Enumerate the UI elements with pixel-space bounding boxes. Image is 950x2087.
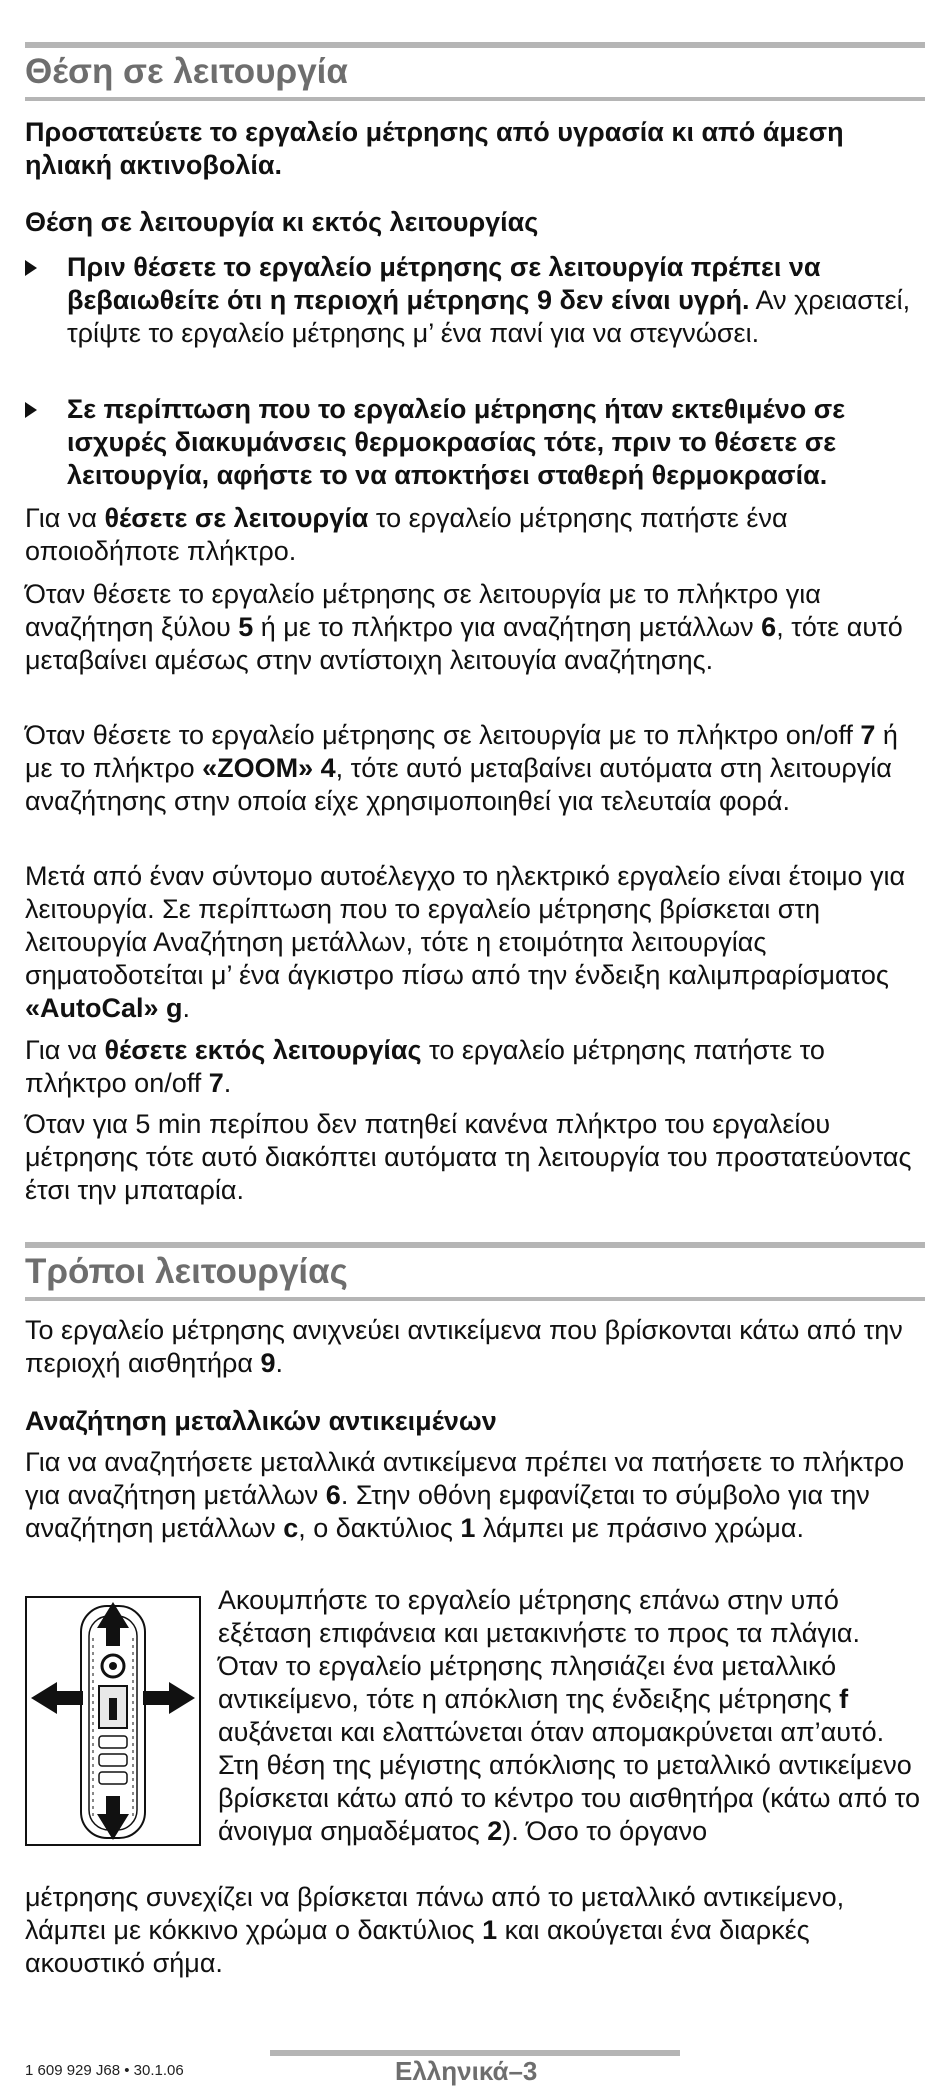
section-rule-top: [25, 42, 925, 48]
paragraph: Το εργαλείο μέτρησης ανιχνεύει αντικείμενα που βρίσκονται κάτω από την περιοχή αισθητήρα 9.: [25, 1315, 903, 1378]
paragraph: Για να θέσετε εκτός λειτουργίας το εργαλείο μέτρησης πατήστε το πλήκτρο on/off 7.: [25, 1035, 825, 1098]
paragraph: Για να αναζητήσετε μεταλλικά αντικείμενα πρέπει να πατήσετε το πλήκτρο για αναζήτηση μετάλλων 6. Στην οθόνη εμφανίζεται το σύμβολο για την αναζήτηση μετάλλων c, ο δακτύλιος 1 λάμπει με πράσινο χρώμα.: [25, 1447, 905, 1543]
paragraph: Όταν θέσετε το εργαλείο μέτρησης σε λειτουργία με το πλήκτρο on/off 7 ή με το πλήκτρο «ZOOM» 4, τότε αυτό μεταβαίνει αυτόματα στη λειτουργία αναζήτησης στην οποία είχε χρησιμοποιηθεί για τελευταία φορά.: [25, 720, 898, 816]
paragraph: Για να θέσετε σε λειτουργία το εργαλείο μέτρησης πατήστε ένα οποιοδήποτε πλήκτρο.: [25, 503, 788, 566]
footer-document-code: 1 609 929 J68 • 30.1.06: [25, 2062, 184, 2079]
footer-page-label: Ελληνικά–3: [395, 2056, 538, 2086]
section-rule-bottom: [25, 1297, 925, 1301]
bullet-triangle-icon: [25, 260, 37, 276]
section-title: Θέση σε λειτουργία: [25, 52, 348, 91]
paragraph: Όταν θέσετε το εργαλείο μέτρησης σε λειτουργία με το πλήκτρο για αναζήτηση ξύλου 5 ή με το πλήκτρο για αναζήτηση μετάλλων 6, τότε αυτό μεταβαίνει αμέσως στην αντίστοιχη λειτουγία αναζήτησης.: [25, 579, 903, 675]
subheading: Θέση σε λειτουργία κι εκτός λειτουργίας: [25, 207, 539, 237]
subheading: Αναζήτηση μεταλλικών αντικειμένων: [25, 1406, 497, 1436]
section-rule-bottom: [25, 97, 925, 101]
detector-movement-figure: [25, 1596, 201, 1846]
section-title: Τρόποι λειτουργίας: [25, 1252, 348, 1291]
bullet-text: Πριν θέσετε το εργαλείο μέτρησης σε λειτουργία πρέπει να βεβαιωθείτε ότι η περιοχή μέτρησης 9 δεν είναι υγρή. Αν χρειαστεί, τρίψτε το εργαλείο μέτρησης μ’ ένα πανί για να στεγνώσει.: [67, 252, 911, 348]
intro-warning: Προστατεύετε το εργαλείο μέτρησης από υγρασία κι από άμεση ηλιακή ακτινοβολία.: [25, 117, 844, 180]
detector-arrows-icon: [27, 1598, 199, 1844]
paragraph-wrapped: Ακουμπήστε το εργαλείο μέτρησης επάνω στην υπό εξέταση επιφάνεια και μετακινήστε το προς τα πλάγια. Όταν το εργαλείο μέτρησης πλησιάζει ένα μεταλλικό αντικείμενο, τότε η απόκλιση της ένδειξης μέτρησης f αυξάνεται και ελαττώνεται όταν απομακρύνεται απ’αυτό. Στη θέση της μέγιστης απόκλισης το μεταλλικό αντικείμενο βρίσκεται κάτω από το κέντρο του αισθητήρα (κάτω από το άνοιγμα σημαδέματος 2). Όσο το όργανο: [218, 1585, 920, 1846]
bullet-text: Σε περίπτωση που το εργαλείο μέτρησης ήταν εκτεθιμένο σε ισχυρές διακυμάνσεις θερμοκρασίας τότε, πριν το θέσετε σε λειτουργία, αφήστε το να αποκτήσει σταθερή θερμοκρασία.: [67, 394, 846, 490]
paragraph: μέτρησης συνεχίζει να βρίσκεται πάνω από το μεταλλικό αντικείμενο, λάμπει με κόκκινο χρώμα ο δακτύλιος 1 και ακούγεται ένα διαρκές ακουστικό σήμα.: [25, 1882, 845, 1978]
bullet-triangle-icon: [25, 402, 37, 418]
paragraph: Μετά από έναν σύντομο αυτοέλεγχο το ηλεκτρικό εργαλείο είναι έτοιμο για λειτουργία. Σε περίπτωση που το εργαλείο μέτρησης βρίσκεται στη λειτουργία Αναζήτηση μετάλλων, τότε η ετοιμότητα λειτουργίας σηματοδοτείται μ’ ένα άγκιστρο πίσω από την ένδειξη καλιμπραρίσματος «AutoCal» g.: [25, 861, 906, 1023]
paragraph: Όταν για 5 min περίπου δεν πατηθεί κανένα πλήκτρο του εργαλείου μέτρησης τότε αυτό διακόπτει αυτόματα τη λειτουργία του προστατεύοντας έτσι την μπαταρία.: [25, 1109, 912, 1205]
section-rule-top: [25, 1242, 925, 1248]
